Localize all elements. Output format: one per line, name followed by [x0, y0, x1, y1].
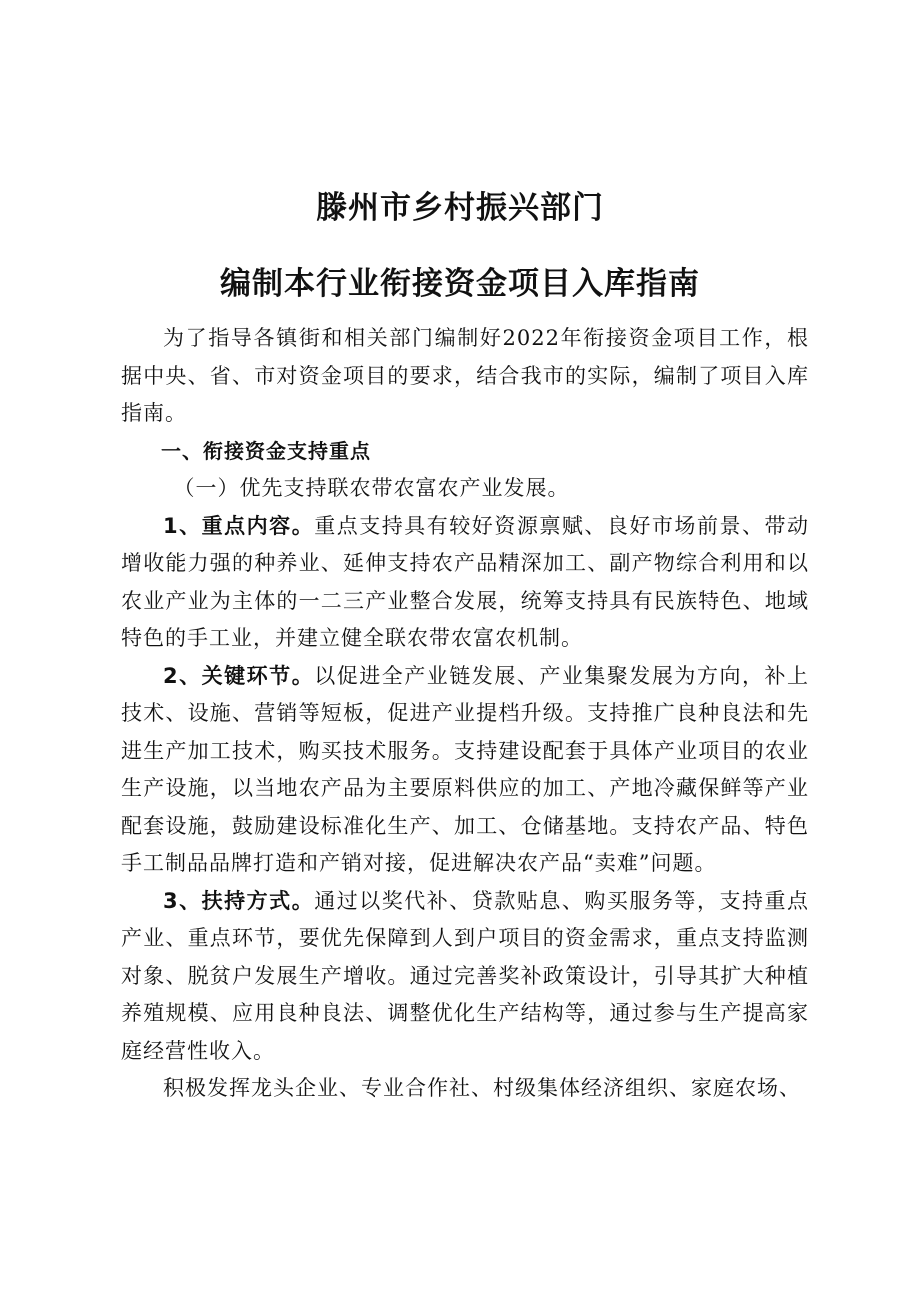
item-paragraph — [121, 508, 809, 658]
item-paragraph — [121, 658, 809, 883]
closing-paragraph: 积极发挥龙头企业、专业合作社、村级集体经济组织、家庭农场、 — [163, 1076, 801, 1100]
item-lead: 2、关键环节。 — [163, 663, 315, 688]
item-lead: 1、重点内容。 — [163, 513, 315, 538]
document-body — [121, 320, 809, 1108]
item-text: 通过以奖代补、贷款贴息、购买服务等，支持重点产业、重点环节，要优先保障到人到户项目的资金需求，重点支持监测对象、脱贫户发展生产增收。通过完善奖补政策设计，引导其扩大种植养殖规模、应用良种良法、调整优化生产结构等，通过参与生产提高家庭经营性收入。 — [121, 888, 809, 1063]
item-text: 以促进全产业链发展、产业集聚发展为方向，补上技术、设施、营销等短板，促进产业提档升级。支持推广良种良法和先进生产加工技术，购买技术服务。支持建设配套于具体产业项目的农业生产设施，以当地农产品为主要原料供应的加工、产地冷藏保鲜等产业配套设施，鼓励建设标准化生产、加工、仓储基地。支持农产品、特色手工制品品牌打造和产销对接，促进解决农产品“卖难”问题。 — [121, 663, 809, 875]
intro-paragraph: 为了指导各镇街和相关部门编制好2022年衔接资金项目工作，根据中央、省、市对资金项目的要求，结合我市的实际，编制了项目入库指南。 — [121, 326, 809, 425]
item-paragraph — [121, 883, 809, 1071]
document-title-line1: 滕州市乡村振兴部门 — [316, 190, 604, 226]
subsection-heading: （一）优先支持联农带农富农产业发展。 — [173, 476, 570, 500]
section-heading: 一、衔接资金支持重点 — [161, 438, 371, 463]
item-lead: 3、扶持方式。 — [163, 888, 315, 913]
document-title-line2: 编制本行业衔接资金项目入库指南 — [220, 266, 700, 302]
item-text: 重点支持具有较好资源禀赋、良好市场前景、带动增收能力强的种养业、延伸支持农产品精深加工、副产物综合利用和以农业产业为主体的一二三产业整合发展，统筹支持具有民族特色、地域特色的手工业，并建立健全联农带农富农机制。 — [121, 513, 809, 650]
